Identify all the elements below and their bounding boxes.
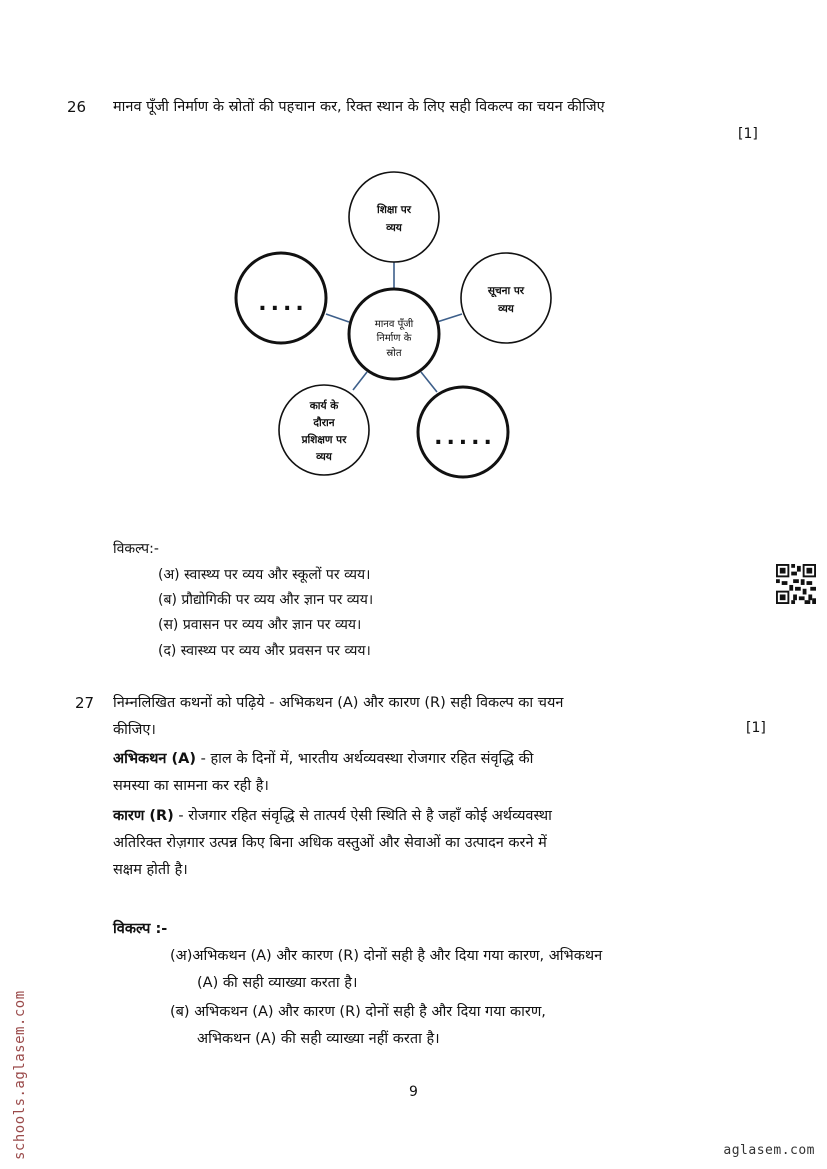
connector-left — [326, 314, 349, 322]
circle-right — [461, 253, 551, 343]
top-label-1: शिक्षा पर — [376, 204, 412, 216]
reason-text-1: - रोजगार रहित संवृद्धि से तात्पर्य ऐसी स्थिति से है जहाँ कोई अर्थव्यवस्था — [173, 808, 552, 824]
page-number: 9 — [409, 1084, 418, 1100]
reason-line2: अतिरिक्त रोज़गार उत्पन्न किए बिना अधिक वस्तुओं और सेवाओं का उत्पादन करने में — [113, 835, 547, 851]
question-number-26: 26 — [67, 98, 87, 116]
q26-options-label: विकल्प:- — [113, 541, 159, 557]
right-label-1: सूचना पर — [487, 285, 525, 297]
assertion-text-1: - हाल के दिनों में, भारतीय अर्थव्यवस्था रोजगार रहित संवृद्धि की — [196, 751, 534, 767]
q27-option-a-line1: (अ)अभिकथन (A) और कारण (R) दोनों सही है और दिया गया कारण, अभिकथन — [170, 948, 603, 964]
question-number-27: 27 — [75, 694, 95, 712]
connector-bottom-right — [421, 372, 437, 392]
question-26-marks: [1] — [738, 126, 758, 142]
q27-option-b-line2: अभिकथन (A) की सही व्याख्या नहीं करता है। — [197, 1031, 440, 1047]
bottom-left-label-4: व्यय — [316, 451, 332, 463]
question-27-text-line1: निम्नलिखित कथनों को पढ़िये - अभिकथन (A) और कारण (R) सही विकल्प का चयन — [113, 695, 564, 711]
question-26-text: मानव पूँजी निर्माण के स्रोतों की पहचान कर, रिक्त स्थान के लिए सही विकल्प का चयन कीजिए — [113, 99, 605, 115]
center-label-2: निर्माण के — [376, 333, 412, 344]
assertion-label: अभिकथन (A) — [113, 751, 196, 767]
right-label-2: व्यय — [498, 303, 514, 315]
connector-bottom-left — [353, 372, 367, 390]
sources-diagram — [0, 0, 827, 520]
q26-option-b: (ब) प्रौद्योगिकी पर व्यय और ज्ञान पर व्यय। — [158, 592, 374, 608]
center-label-3: स्रोत — [386, 348, 402, 359]
bottom-left-label-2: दौरान — [313, 417, 335, 429]
reason-line3: सक्षम होती है। — [113, 862, 188, 878]
q27-option-b-line1: (ब) अभिकथन (A) और कारण (R) दोनों सही है और दिया गया कारण, — [170, 1004, 546, 1020]
circle-top — [349, 172, 439, 262]
question-27-marks: [1] — [746, 720, 766, 736]
bottom-left-label-3: प्रशिक्षण पर — [301, 434, 347, 446]
q27-option-a-line2: (A) की सही व्याख्या करता है। — [197, 975, 358, 991]
assertion-line1 — [113, 746, 533, 773]
top-label-2: व्यय — [386, 222, 402, 234]
bottom-right-blank-dots: ..... — [434, 425, 496, 450]
bottom-left-label-1: कार्य के — [309, 400, 339, 412]
assertion-line2: समस्या का सामना कर रही है। — [113, 778, 269, 794]
watermark-right: aglasem.com — [723, 1143, 815, 1158]
q26-option-c: (स) प्रवासन पर व्यय और ज्ञान पर व्यय। — [158, 617, 362, 633]
watermark-left: schools.aglasem.com — [12, 990, 28, 1160]
q26-option-d: (द) स्वास्थ्य पर व्यय और प्रवसन पर व्यय। — [158, 643, 371, 659]
q26-option-a: (अ) स्वास्थ्य पर व्यय और स्कूलों पर व्यय। — [158, 567, 371, 583]
center-label-1: मानव पूँजी — [374, 319, 414, 330]
question-27-text-line2: कीजिए। — [113, 722, 156, 738]
reason-label: कारण (R) — [113, 808, 174, 824]
connector-right — [437, 314, 462, 322]
qr-code-icon — [776, 564, 816, 604]
q27-options-label: विकल्प :- — [113, 921, 168, 937]
reason-line1 — [113, 803, 552, 830]
left-blank-dots: .... — [258, 291, 308, 316]
